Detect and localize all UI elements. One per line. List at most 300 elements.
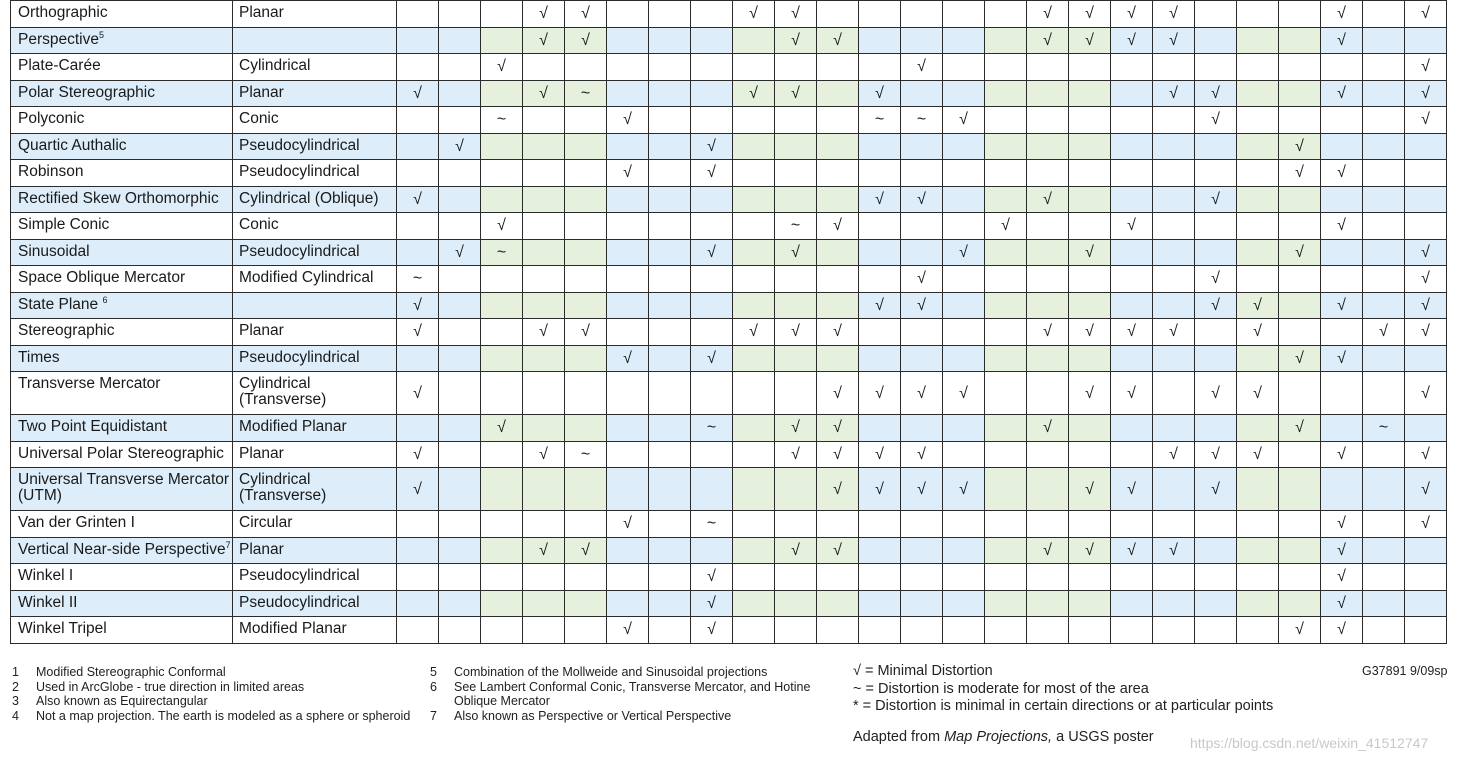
distortion-cell	[607, 468, 649, 511]
distortion-cell: √	[1405, 80, 1447, 107]
distortion-cell: √	[565, 1, 607, 28]
distortion-cell	[1195, 133, 1237, 160]
distortion-cell	[523, 511, 565, 538]
distortion-cell	[481, 345, 523, 372]
distortion-cell	[1153, 468, 1195, 511]
distortion-cell: √	[523, 27, 565, 54]
distortion-cell	[607, 537, 649, 564]
distortion-cell	[817, 617, 859, 644]
projection-name	[11, 511, 233, 538]
projection-name-text: Two Point Equidistant	[18, 418, 168, 435]
distortion-cell: √	[1321, 617, 1363, 644]
distortion-cell	[523, 186, 565, 213]
distortion-cell	[523, 133, 565, 160]
distortion-cell	[397, 133, 439, 160]
distortion-cell: √	[775, 1, 817, 28]
distortion-cell	[1195, 160, 1237, 187]
distortion-cell	[1363, 54, 1405, 81]
distortion-cell: √	[1027, 537, 1069, 564]
distortion-cell	[817, 345, 859, 372]
distortion-cell: √	[691, 133, 733, 160]
distortion-cell: √	[691, 617, 733, 644]
distortion-cell	[1195, 537, 1237, 564]
distortion-cell	[1153, 160, 1195, 187]
distortion-cell: √	[1195, 372, 1237, 415]
distortion-cell	[1069, 133, 1111, 160]
table-row	[11, 186, 1447, 213]
legend-partial: * = Distortion is minimal in certain directions or at particular points	[853, 698, 1274, 714]
distortion-cell: √	[859, 468, 901, 511]
distortion-cell	[1069, 80, 1111, 107]
distortion-cell	[985, 160, 1027, 187]
footnote-text: Not a map projection. The earth is modeled as a sphere or spheroid	[36, 708, 411, 723]
distortion-cell	[607, 372, 649, 415]
distortion-cell: √	[1279, 160, 1321, 187]
distortion-cell: √	[1279, 345, 1321, 372]
projection-name-text: Quartic Authalic	[18, 136, 127, 154]
distortion-cell: √	[1405, 266, 1447, 293]
distortion-cell	[523, 213, 565, 240]
distortion-cell	[1363, 564, 1405, 591]
distortion-cell	[1153, 415, 1195, 442]
distortion-cell	[523, 239, 565, 266]
distortion-cell	[565, 239, 607, 266]
distortion-cell: √	[691, 160, 733, 187]
distortion-cell	[859, 213, 901, 240]
projection-name	[11, 266, 233, 293]
distortion-cell	[565, 617, 607, 644]
distortion-cell: √	[691, 239, 733, 266]
distortion-cell	[1153, 372, 1195, 415]
footnote-text: See Lambert Conformal Conic, Transverse Mercator, and Hotine	[454, 679, 811, 694]
distortion-cell: √	[1027, 186, 1069, 213]
projection-name	[11, 441, 233, 468]
distortion-cell	[649, 441, 691, 468]
projection-type	[233, 292, 397, 319]
projection-name	[11, 564, 233, 591]
projection-name	[11, 186, 233, 213]
footnote-text: Used in ArcGlobe - true direction in limited areas	[36, 679, 305, 694]
distortion-cell: √	[1069, 537, 1111, 564]
distortion-cell	[985, 511, 1027, 538]
projection-name-text: Universal Polar Stereographic	[18, 444, 224, 462]
distortion-cell	[481, 80, 523, 107]
distortion-cell: √	[1027, 415, 1069, 442]
projection-name-text: Simple Conic	[18, 216, 110, 233]
distortion-cell	[1237, 415, 1279, 442]
distortion-cell	[481, 266, 523, 293]
distortion-cell	[775, 564, 817, 591]
distortion-cell: √	[1237, 292, 1279, 319]
distortion-cell	[1195, 319, 1237, 346]
distortion-cell	[985, 319, 1027, 346]
distortion-cell: √	[1195, 80, 1237, 107]
projection-type: Pseudocylindrical	[233, 345, 397, 372]
distortion-cell	[565, 345, 607, 372]
distortion-cell	[985, 441, 1027, 468]
distortion-cell	[1195, 54, 1237, 81]
distortion-cell: √	[1405, 54, 1447, 81]
distortion-cell	[1195, 590, 1237, 617]
distortion-cell	[691, 213, 733, 240]
distortion-cell	[817, 133, 859, 160]
distortion-cell	[481, 468, 523, 511]
distortion-cell	[439, 564, 481, 591]
distortion-cell	[985, 590, 1027, 617]
distortion-cell	[1153, 266, 1195, 293]
distortion-cell	[649, 590, 691, 617]
footnote-text: Modified Stereographic Conformal	[36, 665, 226, 679]
projection-name-text: Van der Grinten I	[18, 514, 135, 531]
distortion-cell	[775, 511, 817, 538]
distortion-cell	[523, 292, 565, 319]
distortion-cell	[649, 54, 691, 81]
distortion-cell	[1153, 239, 1195, 266]
distortion-cell	[1069, 160, 1111, 187]
distortion-cell: √	[397, 319, 439, 346]
distortion-cell	[607, 590, 649, 617]
distortion-cell	[1405, 186, 1447, 213]
projection-name-text: Polyconic	[18, 110, 85, 127]
distortion-cell	[859, 617, 901, 644]
distortion-cell	[943, 213, 985, 240]
distortion-cell	[523, 345, 565, 372]
table-row	[11, 80, 1447, 107]
distortion-cell: √	[943, 468, 985, 511]
distortion-cell: √	[1321, 213, 1363, 240]
table-row	[11, 319, 1447, 346]
distortion-cell	[397, 239, 439, 266]
distortion-cell	[775, 617, 817, 644]
distortion-cell	[859, 160, 901, 187]
distortion-cell	[397, 511, 439, 538]
distortion-cell	[397, 54, 439, 81]
distortion-cell	[1111, 107, 1153, 134]
projection-type: Planar	[233, 537, 397, 564]
distortion-cell	[481, 537, 523, 564]
distortion-cell	[901, 1, 943, 28]
distortion-cell: √	[817, 213, 859, 240]
distortion-cell	[1237, 54, 1279, 81]
distortion-cell	[607, 27, 649, 54]
distortion-cell: √	[1321, 590, 1363, 617]
distortion-cell	[859, 54, 901, 81]
distortion-cell: √	[607, 617, 649, 644]
distortion-cell: √	[1321, 292, 1363, 319]
distortion-cell	[1069, 511, 1111, 538]
credit-title: Map Projections,	[944, 729, 1053, 745]
table-row	[11, 345, 1447, 372]
projection-name	[11, 1, 233, 28]
distortion-cell	[1279, 186, 1321, 213]
distortion-cell	[439, 186, 481, 213]
distortion-cell	[649, 345, 691, 372]
distortion-cell: √	[1279, 239, 1321, 266]
projection-type: Planar	[233, 80, 397, 107]
distortion-cell: ~	[691, 415, 733, 442]
distortion-cell	[565, 292, 607, 319]
distortion-cell	[481, 27, 523, 54]
footnote-number: 6	[430, 679, 437, 694]
distortion-cell	[1363, 133, 1405, 160]
footnote-ref: 7	[225, 539, 231, 550]
distortion-cell	[481, 160, 523, 187]
distortion-cell	[1153, 54, 1195, 81]
footnote-text: Oblique Mercator	[454, 694, 550, 708]
distortion-cell	[1153, 345, 1195, 372]
distortion-cell: √	[1195, 266, 1237, 293]
table-row	[11, 1, 1447, 28]
distortion-cell	[1321, 239, 1363, 266]
distortion-cell	[1195, 213, 1237, 240]
distortion-cell	[733, 372, 775, 415]
distortion-cell	[565, 186, 607, 213]
distortion-cell	[1027, 441, 1069, 468]
distortion-cell	[439, 107, 481, 134]
distortion-cell	[1069, 107, 1111, 134]
projection-type: Cylindrical (Transverse)	[233, 468, 397, 511]
distortion-cell: √	[1405, 511, 1447, 538]
distortion-cell	[607, 54, 649, 81]
distortion-cell	[565, 468, 607, 511]
distortion-cell	[943, 160, 985, 187]
distortion-cell	[1279, 319, 1321, 346]
distortion-cell	[943, 27, 985, 54]
footnote-number: 7	[430, 708, 437, 723]
distortion-cell	[481, 133, 523, 160]
distortion-cell	[1279, 372, 1321, 415]
projection-name	[11, 54, 233, 81]
table-row	[11, 160, 1447, 187]
distortion-cell: √	[901, 186, 943, 213]
distortion-cell: ~	[691, 511, 733, 538]
distortion-cell: √	[1027, 27, 1069, 54]
distortion-cell	[1027, 133, 1069, 160]
distortion-cell: √	[1195, 441, 1237, 468]
distortion-cell: √	[565, 27, 607, 54]
distortion-cell: √	[1321, 564, 1363, 591]
distortion-cell	[565, 107, 607, 134]
footnote-number: 3	[12, 694, 19, 708]
distortion-cell	[1069, 345, 1111, 372]
distortion-cell	[565, 415, 607, 442]
distortion-cell	[859, 564, 901, 591]
distortion-cell	[901, 239, 943, 266]
distortion-cell	[943, 266, 985, 293]
distortion-cell	[607, 564, 649, 591]
distortion-cell	[1237, 564, 1279, 591]
distortion-cell	[775, 372, 817, 415]
distortion-cell	[1195, 564, 1237, 591]
distortion-cell	[1111, 133, 1153, 160]
distortion-cell: √	[859, 186, 901, 213]
distortion-cell	[649, 160, 691, 187]
distortion-cell	[859, 590, 901, 617]
distortion-cell	[985, 54, 1027, 81]
distortion-cell	[439, 537, 481, 564]
distortion-cell	[1111, 80, 1153, 107]
distortion-cell	[859, 511, 901, 538]
distortion-cell	[565, 266, 607, 293]
distortion-cell	[901, 564, 943, 591]
projection-type: Cylindrical (Transverse)	[233, 372, 397, 415]
distortion-cell	[817, 1, 859, 28]
table-row	[11, 590, 1447, 617]
distortion-cell	[1153, 564, 1195, 591]
footnote-number: 4	[12, 708, 19, 723]
distortion-cell	[775, 186, 817, 213]
distortion-cell	[1363, 537, 1405, 564]
distortion-cell	[943, 511, 985, 538]
distortion-cell	[985, 239, 1027, 266]
distortion-cell	[1069, 564, 1111, 591]
distortion-cell	[649, 27, 691, 54]
distortion-cell	[1195, 27, 1237, 54]
distortion-cell	[607, 292, 649, 319]
distortion-cell	[1237, 617, 1279, 644]
distortion-cell	[397, 1, 439, 28]
distortion-cell	[439, 27, 481, 54]
distortion-cell	[775, 54, 817, 81]
projection-type: Pseudocylindrical	[233, 590, 397, 617]
projection-name	[11, 415, 233, 442]
projection-name	[11, 133, 233, 160]
distortion-cell	[1027, 266, 1069, 293]
distortion-cell	[901, 415, 943, 442]
distortion-cell	[1027, 239, 1069, 266]
distortion-cell	[691, 1, 733, 28]
distortion-cell: √	[523, 537, 565, 564]
distortion-cell	[901, 590, 943, 617]
distortion-cell	[1363, 213, 1405, 240]
table-row	[11, 54, 1447, 81]
distortion-cell	[1195, 511, 1237, 538]
distortion-cell: √	[1405, 239, 1447, 266]
distortion-cell	[1405, 415, 1447, 442]
distortion-cell: √	[1069, 27, 1111, 54]
distortion-cell	[1363, 617, 1405, 644]
credit-line	[853, 729, 1154, 745]
distortion-cell: ~	[481, 107, 523, 134]
projection-name-text: Winkel Tripel	[18, 620, 107, 637]
distortion-cell: √	[1027, 1, 1069, 28]
distortion-cell	[1153, 213, 1195, 240]
footnote-ref: 6	[102, 294, 108, 305]
distortion-cell	[733, 27, 775, 54]
projection-type: Conic	[233, 213, 397, 240]
distortion-cell: √	[1321, 441, 1363, 468]
projection-type: Cylindrical	[233, 54, 397, 81]
distortion-cell	[733, 345, 775, 372]
distortion-cell: √	[523, 1, 565, 28]
distortion-cell	[607, 186, 649, 213]
distortion-cell	[1153, 617, 1195, 644]
distortion-cell	[1237, 266, 1279, 293]
projection-name-text: Stereographic	[18, 322, 115, 339]
distortion-cell	[1279, 537, 1321, 564]
distortion-cell	[1111, 617, 1153, 644]
table-row	[11, 537, 1447, 564]
distortion-cell: √	[775, 80, 817, 107]
distortion-cell	[1321, 372, 1363, 415]
distortion-cell	[649, 564, 691, 591]
distortion-cell	[901, 617, 943, 644]
distortion-cell	[1069, 292, 1111, 319]
distortion-cell: √	[397, 441, 439, 468]
distortion-cell: ~	[901, 107, 943, 134]
distortion-cell	[439, 441, 481, 468]
distortion-cell: √	[1153, 441, 1195, 468]
distortion-cell: √	[565, 319, 607, 346]
distortion-cell: √	[565, 537, 607, 564]
distortion-cell	[859, 319, 901, 346]
distortion-cell	[1363, 590, 1405, 617]
distortion-cell	[1069, 590, 1111, 617]
distortion-cell	[649, 617, 691, 644]
distortion-cell	[1405, 133, 1447, 160]
distortion-cell	[649, 537, 691, 564]
distortion-cell	[943, 617, 985, 644]
distortion-cell: √	[1321, 345, 1363, 372]
distortion-cell	[439, 266, 481, 293]
distortion-cell	[859, 345, 901, 372]
distortion-cell	[481, 590, 523, 617]
distortion-cell	[733, 54, 775, 81]
distortion-cell: √	[1237, 372, 1279, 415]
distortion-cell	[397, 107, 439, 134]
distortion-cell	[1363, 511, 1405, 538]
distortion-cell	[397, 213, 439, 240]
distortion-cell	[691, 292, 733, 319]
distortion-cell	[775, 266, 817, 293]
distortion-cell	[1321, 468, 1363, 511]
distortion-cell	[397, 537, 439, 564]
distortion-cell	[1195, 617, 1237, 644]
table-row	[11, 133, 1447, 160]
distortion-cell	[943, 186, 985, 213]
distortion-cell	[439, 617, 481, 644]
distortion-cell	[649, 80, 691, 107]
distortion-cell: √	[859, 292, 901, 319]
distortion-cell	[943, 564, 985, 591]
projection-name	[11, 617, 233, 644]
distortion-cell	[1111, 186, 1153, 213]
distortion-cell: √	[1321, 160, 1363, 187]
distortion-cell	[733, 415, 775, 442]
distortion-cell: √	[1153, 537, 1195, 564]
distortion-cell	[691, 372, 733, 415]
distortion-cell: √	[733, 1, 775, 28]
distortion-cell	[1069, 186, 1111, 213]
distortion-cell: √	[775, 319, 817, 346]
distortion-cell	[943, 345, 985, 372]
projection-type: Cylindrical (Oblique)	[233, 186, 397, 213]
distortion-cell	[691, 468, 733, 511]
distortion-cell: √	[901, 372, 943, 415]
projection-name	[11, 160, 233, 187]
distortion-cell	[943, 54, 985, 81]
projection-name-text: Perspective	[18, 30, 99, 48]
projection-name	[11, 213, 233, 240]
distortion-cell	[1363, 372, 1405, 415]
distortion-cell	[733, 266, 775, 293]
distortion-cell	[481, 186, 523, 213]
distortion-cell	[775, 133, 817, 160]
distortion-cell	[481, 292, 523, 319]
distortion-cell	[691, 266, 733, 293]
distortion-cell	[1321, 266, 1363, 293]
footer	[0, 660, 1472, 761]
